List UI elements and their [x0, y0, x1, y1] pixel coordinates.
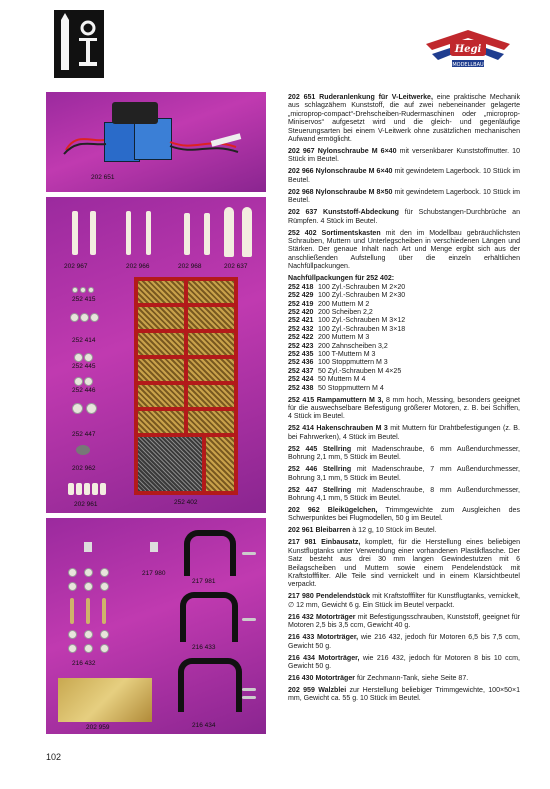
- refill-number: 252 423: [288, 342, 314, 350]
- entry-title: Bleibarren: [315, 527, 351, 535]
- lead-bar: [92, 483, 98, 495]
- servo-cables: [46, 92, 266, 192]
- hegi-logo: [424, 26, 512, 76]
- label-252-445: 252 445: [72, 363, 96, 370]
- refill-row: [288, 292, 520, 300]
- refill-number: 252 436: [288, 359, 314, 367]
- collar-ring: [86, 403, 97, 414]
- entry-title: Ruderanlenkung für V-Leitwerke,: [319, 94, 433, 101]
- catalog-text-column: [288, 94, 520, 707]
- entry-description: mit gewindetem Lagerbock. 10 Stück im Beutel.: [288, 188, 520, 205]
- entry-description: mit den im Modellbau gebräuchlichsten Schrauben, Muttern und Unterlegscheiben in verschiedenen Längen und Stärken. Der genaue Inhalt nach Art und Menge ergibt sich aus der anschließenden Aufstellung über die einzeln erhältlichen Nachfüllpackungen.: [288, 229, 520, 271]
- catalog-entry: [288, 675, 520, 683]
- entry-description: mit Madenschraube, 6 mm Außendurchmesser, Bohrung 2,1 mm, 5 Stück im Beutel.: [288, 445, 520, 462]
- refill-description: 50 Muttern M 4: [318, 376, 366, 384]
- nylon-screw: [146, 211, 151, 255]
- nylon-screw: [126, 211, 131, 255]
- collar-ring: [72, 403, 83, 414]
- label-252-402: 252 402: [174, 499, 198, 506]
- entry-title: Nylonschraube M 8×50: [315, 188, 393, 196]
- refill-description: 100 Zyl.-Schrauben M 3×18: [318, 325, 406, 333]
- entry-number: 217 981: [288, 539, 317, 547]
- entry-title: Motorträger,: [317, 634, 359, 642]
- plastic-cover: [224, 207, 234, 257]
- refill-description: 200 Muttern M 2: [318, 300, 370, 308]
- lead-bar: [76, 483, 82, 495]
- entry-number: 202 967: [288, 148, 315, 156]
- entry-title: Stellring: [322, 466, 352, 474]
- entry-title: Motorträger: [315, 675, 355, 683]
- entry-title: Sortimentskasten: [321, 229, 381, 237]
- catalog-entry: [288, 209, 520, 226]
- refill-row: [288, 326, 520, 334]
- entry-description: wie 216 432, jedoch für Motoren 8 bis 10 ccm, Gewicht 50 g.: [288, 654, 520, 671]
- refill-row: [288, 301, 520, 309]
- collar-ring: [84, 377, 93, 386]
- refill-row: [288, 359, 520, 367]
- entry-number: 202 651: [288, 94, 316, 101]
- entry-number: 202 959: [288, 687, 315, 695]
- entry-number: 216 432: [288, 613, 314, 621]
- entry-title: Motorträger: [315, 613, 356, 621]
- refill-description: 100 Zyl.-Schrauben M 2×20: [318, 283, 406, 291]
- nylon-screw: [72, 211, 78, 255]
- catalog-entry: [288, 593, 520, 610]
- entry-number: 217 980: [288, 593, 314, 601]
- refill-number: 252 422: [288, 334, 314, 342]
- catalog-entry: [288, 148, 520, 165]
- motor-mount: [184, 530, 236, 576]
- label-202-966: 202 966: [126, 263, 150, 270]
- refill-list: [288, 275, 520, 393]
- entry-description: mit Muttern für Drahtbefestigungen (z. B. bei Fahrwerken), 4 Stück im Beutel.: [288, 425, 520, 441]
- entry-title: Kunststoff-Abdeckung: [323, 209, 399, 217]
- fitting: [84, 542, 92, 552]
- label-216-434: 216 434: [192, 722, 216, 729]
- refill-description: 200 Zahnscheiben 3,2: [318, 342, 388, 350]
- refill-number: 252 418: [288, 283, 314, 291]
- refill-description: 200 Muttern M 3: [318, 334, 370, 342]
- catalog-entry: [288, 634, 520, 651]
- photo-panel-screws: [46, 197, 266, 513]
- refill-heading: Nachfüllpackungen für 252 402:: [288, 275, 395, 283]
- label-252-414: 252 414: [72, 337, 96, 344]
- entry-description: à 12 g, 10 Stück im Beutel.: [352, 527, 437, 535]
- entry-description: für Zechmann-Tank, siehe Seite 87.: [356, 675, 469, 683]
- catalog-entry: [288, 189, 520, 206]
- catalog-entry: [288, 425, 520, 442]
- catalog-entry: [288, 655, 520, 672]
- label-202-637: 202 637: [224, 263, 248, 270]
- refill-row: [288, 343, 520, 351]
- entry-description: mit Kraftstofffilter für Kunstflugtanks, vernickelt, ∅ 12 mm, Gewicht 6 g. Ein Stück im Beutel verpackt.: [288, 593, 520, 609]
- catalog-entry: [288, 466, 520, 483]
- catalog-entry: [288, 527, 520, 535]
- entry-number: 216 434: [288, 654, 315, 662]
- entry-description: Trimmgewichte zum Ausgleichen des Schwerpunktes bei Flugmodellen, 50 g im Beutel.: [288, 507, 520, 523]
- refill-description: 100 T-Muttern M 3: [318, 350, 376, 358]
- entry-title: Hakenschrauben M 3: [316, 425, 388, 433]
- entry-title: Einbausatz,: [321, 539, 361, 547]
- entry-number: 252 445: [288, 445, 318, 453]
- catalog-entry: [288, 230, 520, 272]
- entry-number: 202 637: [288, 209, 318, 217]
- entry-number: 252 447: [288, 486, 318, 494]
- plastic-cover: [242, 207, 252, 257]
- label-202-968: 202 968: [178, 263, 202, 270]
- hook-screw: [90, 313, 99, 322]
- tool-logo: [54, 10, 104, 78]
- entry-description: komplett, für die Herstellung eines beliebigen Kunstflugtanks unter Verwendung einer vorhandenen Plastikflasche. Der Satz besteht aus drei 30 mm langen Gewindestutzen mit 6 Beilagscheiben und Muttern sowie einem Pendelendstück mit Kraftstofffilter. Alle Teile sind vernickelt und in einem Klarsichtbeutel verpackt.: [288, 539, 520, 589]
- refill-number: 252 424: [288, 376, 314, 384]
- entry-title: Motorträger,: [318, 654, 360, 662]
- entry-number: 202 968: [288, 188, 314, 196]
- entry-description: mit versenkbarer Kunststoffmutter. 10 Stück im Beutel.: [288, 148, 520, 164]
- motor-mount: [178, 658, 242, 712]
- refill-number: 252 421: [288, 317, 314, 325]
- nylon-screw: [204, 213, 210, 255]
- entry-title: Pendelendstück: [315, 593, 371, 601]
- entry-number: 216 433: [288, 634, 315, 642]
- catalog-entry: [288, 446, 520, 463]
- entry-description: mit Madenschraube, 7 mm Außendurchmesser, Bohrung 3,1 mm, 5 Stück im Beutel.: [288, 466, 520, 482]
- hook-screw: [70, 313, 79, 322]
- entry-title: Stellring: [322, 445, 352, 453]
- label-217-981: 216 432: [72, 660, 96, 667]
- catalog-entry: [288, 94, 520, 144]
- collar-ring: [74, 353, 83, 362]
- entry-title: Rampamuttern M 3,: [316, 396, 384, 404]
- catalog-entry: [288, 487, 520, 504]
- refill-row: [288, 376, 520, 384]
- refill-description: 50 Zyl.-Schrauben M 4×25: [318, 367, 402, 375]
- entry-number: 252 415: [288, 396, 315, 404]
- refill-row: [288, 284, 520, 292]
- ramp-nut: [80, 287, 86, 293]
- refill-number: 252 437: [288, 367, 314, 375]
- entry-description: für Schubstangen-Durchbrüche an Rümpfen. 4 Stück im Beutel.: [288, 209, 521, 225]
- entries-group-a: [288, 94, 520, 272]
- label-202-959: 202 959: [86, 724, 110, 731]
- entry-description: mit Befestigungsschrauben, Kunststoff, geeignet für Motoren 2,5 bis 3,5 ccm, Gewicht 40 g.: [288, 613, 520, 630]
- label-202-967: 202 967: [64, 263, 88, 270]
- refill-row: [288, 317, 520, 325]
- entry-description: wie 216 432, jedoch für Motoren 6,5 bis 7,5 ccm, Gewicht 50 g.: [288, 634, 520, 650]
- label-217-980: 217 980: [142, 570, 166, 577]
- collar-ring: [84, 353, 93, 362]
- entry-description: mit Madenschraube, 8 mm Außendurchmesser, Bohrung 4,1 mm, 5 Stück im Beutel.: [288, 486, 520, 502]
- label-202-962: 202 962: [72, 465, 96, 472]
- entry-number: 216 430: [288, 675, 314, 683]
- catalog-entry: [288, 539, 520, 589]
- rolled-lead-sheet: [58, 678, 152, 722]
- catalog-entry: [288, 397, 520, 422]
- entry-number: 252 402: [288, 229, 317, 237]
- refill-number: 252 438: [288, 384, 314, 392]
- refill-description: 100 Zyl.-Schrauben M 2×30: [318, 292, 406, 300]
- collar-ring: [74, 377, 83, 386]
- refill-number: 252 419: [288, 300, 314, 308]
- photo-panel-motor-mounts: [46, 518, 266, 734]
- label-252-415: 252 415: [72, 296, 96, 303]
- ramp-nut: [88, 287, 94, 293]
- refill-row: [288, 334, 520, 342]
- entry-number: 202 966: [288, 168, 314, 176]
- refill-row: [288, 351, 520, 359]
- entry-title: Bleikügelchen,: [327, 507, 378, 514]
- motor-mount: [180, 592, 238, 642]
- entry-number: 252 446: [288, 466, 318, 474]
- entry-title: Nylonschraube M 6×40: [317, 148, 397, 156]
- refill-description: 50 Stoppmuttern M 4: [318, 384, 384, 392]
- label-216-433: 216 433: [192, 644, 216, 651]
- refill-description: 100 Zyl.-Schrauben M 3×12: [318, 317, 406, 325]
- catalog-entry: [288, 614, 520, 631]
- entries-group-b: [288, 397, 520, 704]
- catalog-entry: [288, 168, 520, 185]
- entry-number: 252 414: [288, 425, 314, 433]
- lead-bar: [84, 483, 90, 495]
- refill-number: 252 435: [288, 350, 314, 358]
- entry-title: Stellring: [322, 486, 352, 494]
- catalog-entry: [288, 687, 520, 704]
- label-202-651: 202 651: [91, 174, 115, 181]
- entry-number: 202 962: [288, 507, 320, 514]
- label-202-961: 202 961: [74, 501, 98, 508]
- label-252-447: 252 447: [72, 431, 96, 438]
- nylon-screw: [90, 211, 96, 255]
- entry-description: eine praktische Mechanik aus schlagzähem Kunststoff, die auf zwei nebeneinander gelagerte „microprop-compact“-Drehscheiben-Rudermaschinen oder „microprop-Miniservos“ aufgesetzt wird und die gleich- und gegenläufige Steuerungsarten bei einem V-Leitwerk ohne zusätzlichen mechanischen Aufwand ermöglicht.: [288, 94, 520, 144]
- hook-screw: [80, 313, 89, 322]
- refill-row: [288, 368, 520, 376]
- nylon-screw: [184, 213, 190, 255]
- lead-balls: [76, 445, 90, 455]
- refill-row: [288, 385, 520, 393]
- label-252-446: 252 446: [72, 387, 96, 394]
- entry-title: Walzblei: [318, 687, 347, 695]
- svg-text:MODELLBAU: MODELLBAU: [452, 62, 484, 68]
- entry-description: zur Herstellung beliebiger Trimmgewichte, 100×50×1 mm, Gewicht ca. 55 g. 10 Stück im Beutel.: [288, 687, 520, 703]
- refill-number: 252 432: [288, 325, 314, 333]
- refill-number: 252 429: [288, 292, 314, 300]
- catalog-entry: [288, 507, 520, 524]
- label-216-432: 217 981: [192, 578, 216, 585]
- refill-row: [288, 309, 520, 317]
- page-number: 102: [46, 752, 62, 762]
- lead-bar: [100, 483, 106, 495]
- assortment-tray: [134, 277, 238, 495]
- ramp-nut: [72, 287, 78, 293]
- entry-description: mit gewindetem Lagerbock. 10 Stück im Beutel.: [288, 168, 520, 184]
- entry-description: 8 mm hoch, Messing, besonders geeignet für die auswechselbare Befestigung größerer Motoren, z. B. bei Schiffen, 4 Stück im Beutel.: [288, 396, 520, 421]
- logo-text: Hegi: [454, 44, 482, 55]
- pendulum-end-piece: [150, 542, 158, 552]
- refill-number: 252 420: [288, 308, 314, 316]
- entry-number: 202 961: [288, 527, 314, 535]
- refill-description: 100 Stoppmuttern M 3: [318, 359, 388, 367]
- photo-panel-servo: [46, 92, 266, 192]
- refill-description: 200 Scheiben 2,2: [318, 308, 373, 316]
- lead-bar: [68, 483, 74, 495]
- entry-title: Nylonschraube M 6×40: [315, 168, 393, 176]
